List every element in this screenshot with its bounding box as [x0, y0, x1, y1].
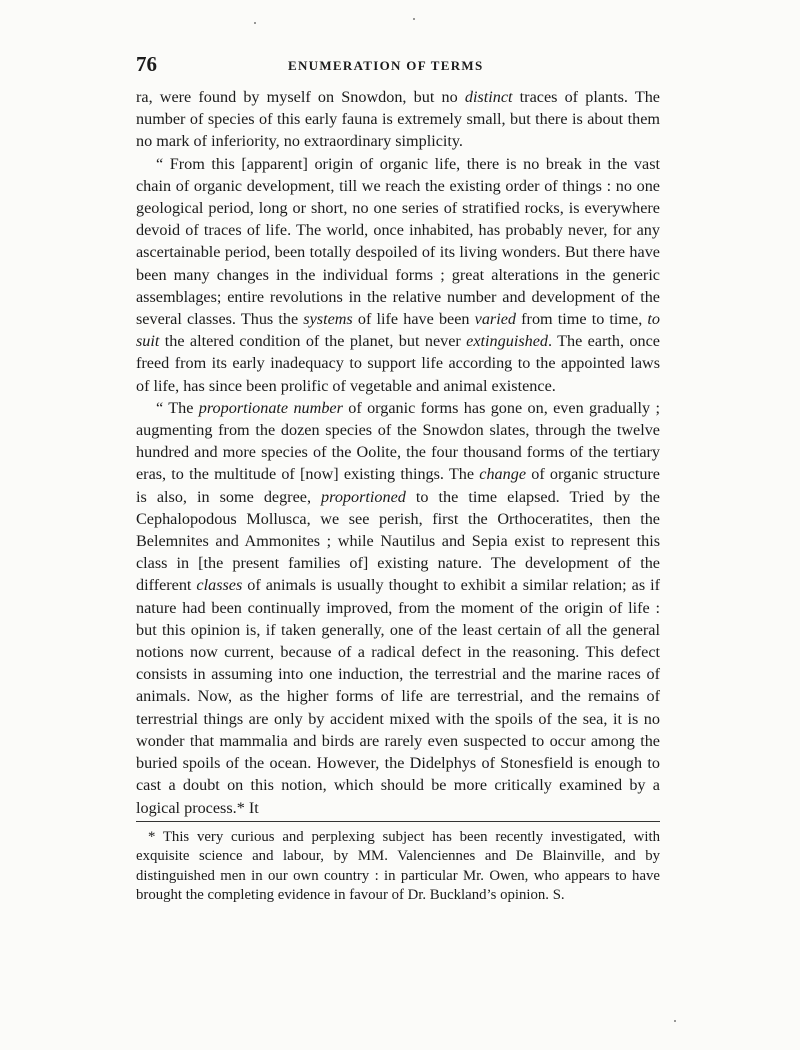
text-run: . The earth, once freed from its early inadequacy to support life according to the appointed laws of life, has since been prolific of vegetable and animal existence.: [136, 332, 660, 395]
page-header: [136, 52, 660, 86]
body-text: [136, 86, 660, 819]
italic-text: classes: [196, 576, 243, 595]
italic-text: proportionate number: [198, 398, 343, 417]
text-run: of organic forms has gone on, even gradually ; augmenting from the dozen species of the Snowdon slates, through the twelve hundred and more species of the Oolite, the four thousand forms of the tertiary eras, to the multitude of [now] existing things. The: [136, 398, 660, 484]
text-run: of organic structure is also, in some degree,: [136, 465, 660, 506]
running-head: ENUMERATION OF TERMS: [288, 58, 484, 73]
italic-text: extinguished: [466, 332, 548, 351]
text-run: of animals is usually thought to exhibit a similar relation; as if nature had been continually improved, from the moment of the origin of life : but this opinion is, if taken generally, one of the least certain of all the general notions now current, because of a radical defect in the reasoning. This defect consists in assuming into one induction, the terrestrial and the marine races of animals. Now, as the higher forms of life are terrestrial, and the remains of terrestrial things are only by accident mixed with the spoils of the sea, it is no wonder that mammalia and birds are rarely even suspected to occur among the buried spoils of the ocean. However, the Didelphys of Stonesfield is enough to cast a doubt on this notion, which should be more critically examined by a logical process.* It: [136, 576, 660, 817]
italic-text: varied: [474, 310, 517, 329]
body-paragraph: [136, 397, 660, 819]
text-run: to the time elapsed. Tried by the Cephalopodous Mollusca, we see perish, first the Orthoceratites, then the Belemnites and Ammonites ; while Nautilus and Sepia exist to represent this class in [the present families of] existing nature. The development of the different: [136, 487, 660, 595]
footnote-rule: [136, 821, 660, 822]
text-run: “ The: [156, 398, 199, 417]
italic-text: to suit: [136, 310, 660, 351]
footnote: * This very curious and perplexing subject has been recently investigated, with exquisite science and labour, by MM. Valenciennes and De Blainville, and by distinguished men in our own country : in particular Mr. Owen, who appears to have brought the completing evidence in favour of Dr. Buckland’s opinion. S.: [136, 828, 660, 904]
text-run: of life have been: [352, 310, 475, 329]
body-paragraph: [136, 153, 660, 397]
italic-text: distinct: [464, 88, 513, 106]
text-run: from time to time,: [516, 310, 648, 329]
text-run: “ From this [apparent] origin of organic life, there is no break in the vast chain of organic development, till we reach the existing order of things : no one geological period, long or short, no one series of stratified rocks, is everywhere devoid of traces of life. The world, once inhabited, has probably never, for any ascertainable period, been totally despoiled of its living wonders. But there have been many changes in the individual forms ; great alterations in the generic assemblages; entire revolutions in the relative number and development of the several classes. Thus the: [136, 154, 660, 329]
text-run: traces of plants. The number of species of this early fauna is extremely small, but there is about them no mark of inferiority, no extraordinary simplicity.: [136, 88, 660, 151]
book-page: [136, 52, 660, 906]
speck: [413, 18, 415, 20]
italic-text: change: [479, 465, 527, 484]
text-run: ra, were found by myself on Snowdon, but no: [136, 88, 465, 106]
page-number: 76: [136, 52, 157, 76]
speck: [674, 1020, 676, 1022]
body-paragraph: [136, 86, 660, 153]
text-run: the altered condition of the planet, but never: [159, 332, 467, 351]
speck: [254, 22, 256, 24]
italic-text: systems: [303, 310, 353, 329]
italic-text: proportioned: [321, 487, 406, 506]
